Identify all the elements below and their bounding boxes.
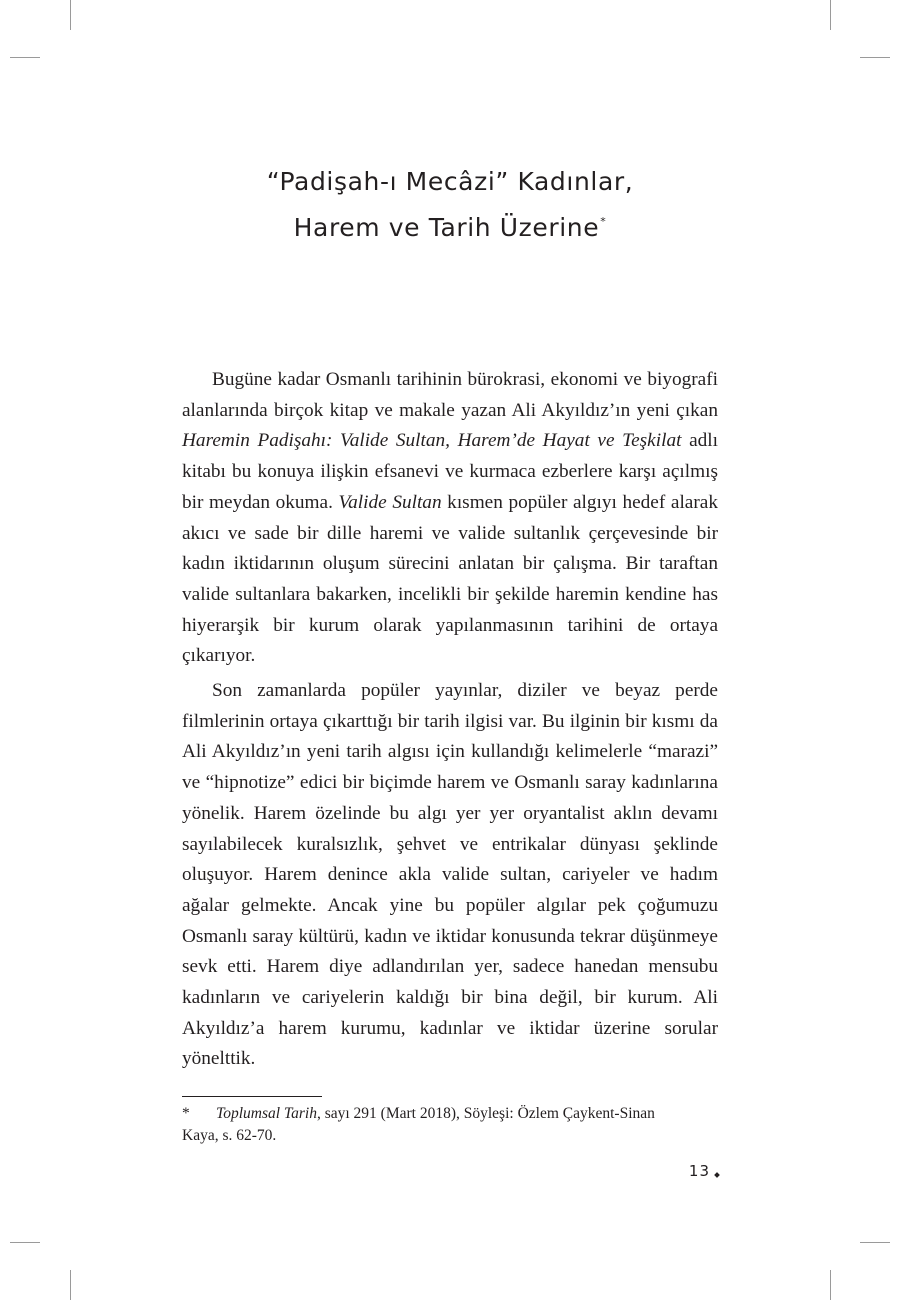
p1-segment-1: Bugüne kadar Osmanlı tarihinin bürokrasi, ekonomi ve biyografi alanlarında birçok kitap ve makale yazan Ali Akyıldız’ın yeni çıkan — [182, 369, 718, 421]
title-footnote-marker: * — [600, 215, 607, 228]
crop-mark-left-top — [10, 57, 40, 58]
paragraph-2: Son zamanlarda popüler yayınlar, diziler ve beyaz perde filmlerinin ortaya çıkarttığı bir tarih ilgisi var. Bu ilginin bir kısmı da Ali Akyıldız’ın yeni tarih algısı için kullandığı kelimelerle “marazi” ve “hipnotize” edici bir biçimde harem ve Osmanlı saray kadınlarına yönelik. Harem özelinde bu algı yer yer oryantalist aklın devamı sayılabilecek kuralsızlık, şehvet ve entrikalar dünyası şeklinde oluşuyor. Harem denince akla valide sultan, cariyeler ve hadım ağalar gelmekte. Ancak yine bu popüler algılar pek çoğumuzu Osmanlı saray kültürü, kadın ve iktidar konusunda tekrar düşünmeye sevk etti. Harem diye adlandırılan yer, sadece hanedan mensubu kadınların ve cariyelerin kaldığı bir bina değil, bir kurum. Ali Akyıldız’a harem kurumu, kadınlar ve iktidar üzerine sorular yönelttik. — [182, 680, 718, 1070]
crop-mark-top-left — [70, 0, 71, 30]
page-number — [689, 1162, 719, 1180]
page-number-text: 13 — [688, 1162, 710, 1180]
crop-mark-right-top — [860, 57, 890, 58]
crop-mark-left-bottom — [10, 1242, 40, 1243]
p1-segment-2: adlı kitabı bu konuya ilişkin efsanevi ve kurmaca ezberlere karşı açılmış bir meydan okuma. — [182, 430, 718, 513]
p1-short-title: Valide Sultan — [338, 491, 442, 513]
paragraph-1 — [182, 365, 718, 672]
page-number-diamond-icon — [714, 1172, 720, 1178]
footnote-rest-line-1: , sayı 291 (Mart 2018), Söyleşi: Özlem Çaykent-Sinan — [316, 1105, 655, 1122]
footnote-rule — [182, 1096, 322, 1097]
footnote-mark: * — [182, 1105, 190, 1122]
footnote-line-2: Kaya, s. 62-70. — [182, 1127, 277, 1144]
p1-segment-3: kısmen popüler algıyı hedef alarak akıcı ve sade bir dille haremi ve valide sultanlık çerçevesinde bir kadın iktidarının oluşum sürecini anlatan bir çalışma. Bir taraftan valide sultanlara bakarken, incelikli bir şekilde haremin kendine has hiyerarşik bir kurum olarak yapılanmasının tarihini de ortaya çıkarıyor. — [182, 491, 718, 667]
chapter-title-line-2 — [100, 213, 800, 242]
footnote-source-title: Toplumsal Tarih — [216, 1105, 317, 1122]
crop-mark-top-right — [830, 0, 831, 30]
body-text — [182, 365, 718, 1075]
footnote-text — [216, 1103, 718, 1125]
p1-book-title: Haremin Padişahı: Valide Sultan, Harem’de Hayat ve Teşkilat — [182, 430, 682, 452]
chapter-title-text-2: Harem ve Tarih Üzerine — [293, 213, 600, 242]
chapter-title-line-1 — [100, 167, 800, 196]
crop-mark-right-bottom — [860, 1242, 890, 1243]
footnote — [182, 1103, 718, 1147]
crop-mark-bottom-right — [830, 1270, 831, 1300]
chapter-title-text-1: “Padişah-ı Mecâzi” Kadınlar, — [266, 167, 634, 196]
crop-mark-bottom-left — [70, 1270, 71, 1300]
